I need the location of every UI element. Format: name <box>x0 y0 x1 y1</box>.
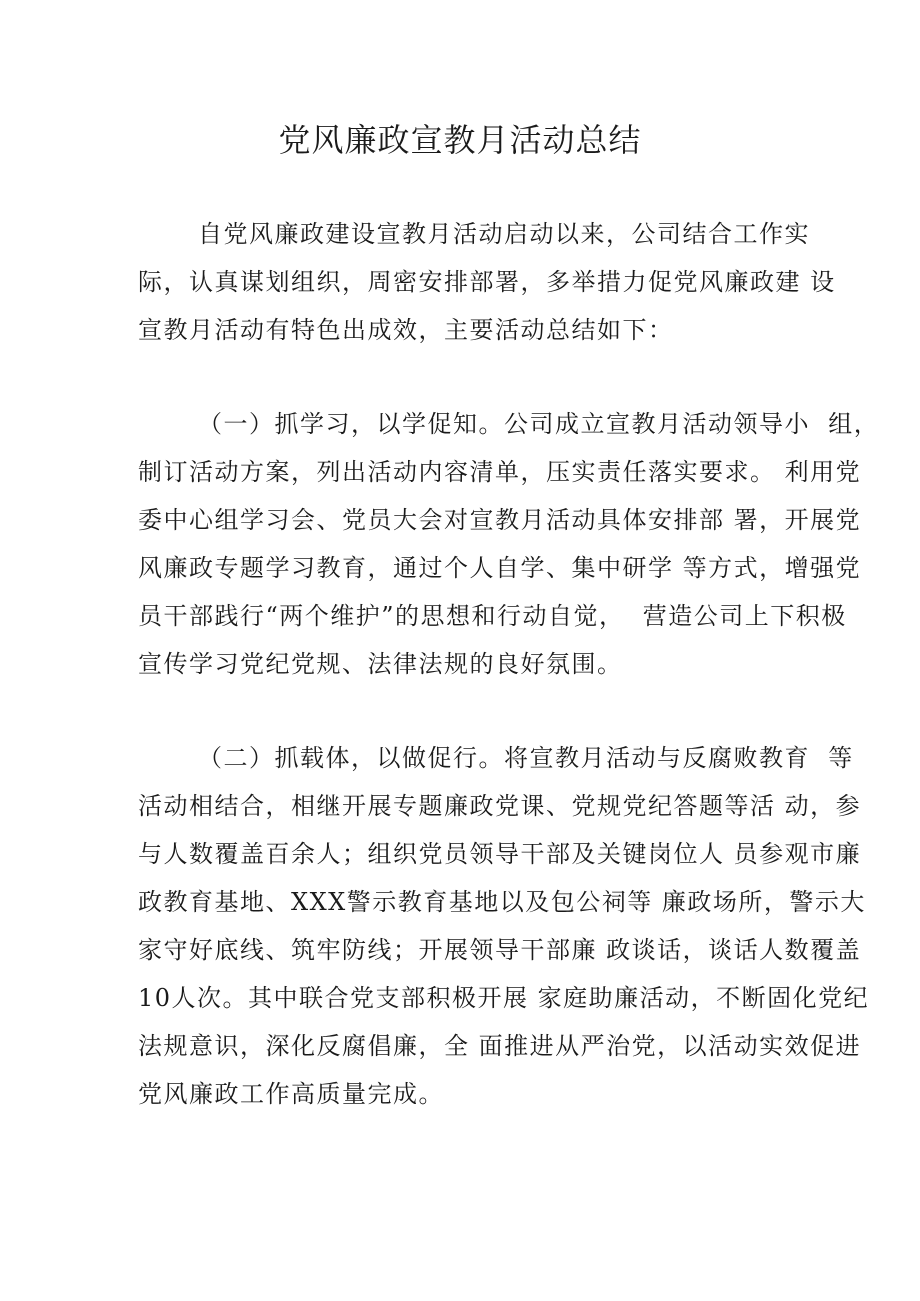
paragraph-3-line-8: 党风廉政工作高质量完成。 <box>138 1080 444 1108</box>
paragraph-3-line-2: 活动相结合，相继开展专题廉政党课、党规党纪答题等活 动，参 <box>138 792 862 820</box>
document-title: 党风廉政宣教月活动总结 <box>278 121 642 159</box>
paragraph-2-line-4: 风廉政专题学习教育，通过个人自学、集中研学 等方式，增强党 <box>138 554 862 582</box>
paragraph-3-line-6: 10人次。其中联合党支部积极开展 家庭助廉活动，不断固化党纪 <box>138 984 870 1012</box>
paragraph-3-line-3: 与人数覆盖百余人；组织党员领导干部及关键岗位人 员参观市廉 <box>138 840 862 868</box>
paragraph-3-line-5: 家守好底线、筑牢防线；开展领导干部廉 政谈话，谈话人数覆盖 <box>138 936 862 964</box>
paragraph-3-line-7: 法规意识，深化反腐倡廉，全 面推进从严治党，以活动实效促进 <box>138 1032 862 1060</box>
paragraph-2-line-2: 制订活动方案，列出活动内容清单，压实责任落实要求。 利用党 <box>138 458 862 486</box>
paragraph-2-line-3: 委中心组学习会、党员大会对宣教月活动具体安排部 署，开展党 <box>138 506 862 534</box>
paragraph-2-line-1: （一）抓学习，以学促知。公司成立宣教月活动领导小 组， <box>198 410 880 438</box>
paragraph-2-line-6: 宣传学习党纪党规、法律法规的良好氛围。 <box>138 650 623 678</box>
paragraph-3-line-4: 政教育基地、XXX警示教育基地以及包公祠等 廉政场所，警示大 <box>138 888 866 916</box>
paragraph-1-line-3: 宣教月活动有特色出成效，主要活动总结如下： <box>138 316 674 344</box>
paragraph-3-line-1: （二）抓载体，以做促行。将宣教月活动与反腐败教育 等 <box>198 744 854 772</box>
paragraph-1-line-2: 际，认真谋划组织，周密安排部署，多举措力促党风廉政建 设 <box>138 268 836 296</box>
paragraph-1-line-1: 自党风廉政建设宣教月活动启动以来，公司结合工作实 <box>198 220 810 248</box>
paragraph-2-line-5: 员干部践行“两个维护”的思想和行动自觉， 营造公司上下积极 <box>138 602 847 630</box>
